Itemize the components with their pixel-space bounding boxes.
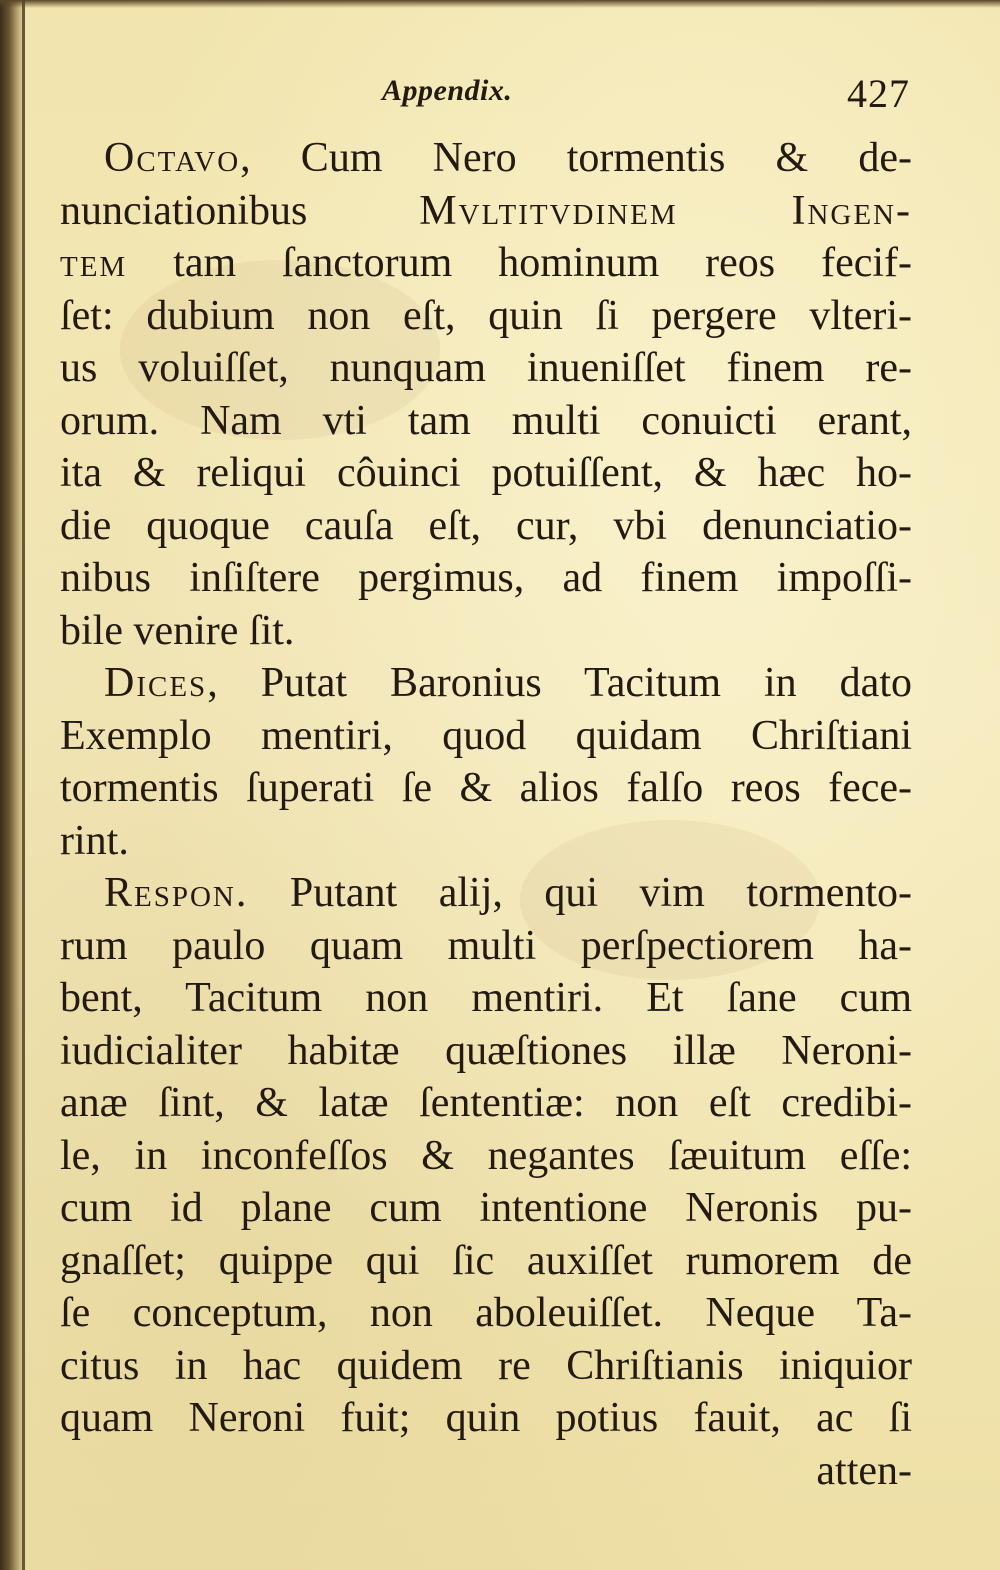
text-line: le, in inconfeſſos & negantes ſæuitum eſſe:: [60, 1132, 912, 1179]
text-line: ſe conceptum, non aboleuiſſet. Neque Ta-: [60, 1290, 912, 1336]
text-line-rest: , Putat Baronius Tacitum in dato: [207, 660, 912, 706]
text-line-rest: , Cum Nero tormentis & de-: [240, 135, 912, 181]
text-line: rum paulo quam multi perſpectiorem ha-: [60, 922, 912, 969]
section-opening-word: Octavo: [104, 135, 241, 181]
text-line: [60, 185, 912, 238]
text-line: [60, 657, 912, 710]
text-line: citus in hac quidem re Chriſtianis iniquior: [60, 1342, 912, 1389]
text-line: us voluiſſet, nunquam inueniſſet finem re-: [60, 345, 912, 391]
text-line-rest: tam ſanctorum hominum reos fecif-: [127, 240, 912, 286]
text-line-rest: Putant alij, qui vim tormento-: [248, 870, 912, 916]
text-line: iudicialiter habitæ quæſtiones illæ Neroni-: [60, 1027, 912, 1074]
text-line: die quoque cauſa eſt, cur, vbi denunciatio-: [60, 502, 912, 549]
text-line: bent, Tacitum non mentiri. Et ſane cum: [60, 975, 912, 1021]
text-line: [60, 132, 912, 185]
text-line: anæ ſint, & latæ ſententiæ: non eſt credibi-: [60, 1080, 912, 1126]
catchword-row: [60, 1445, 912, 1498]
emphasized-phrase: tem: [60, 240, 128, 286]
section-opening-word: Respon.: [104, 870, 249, 916]
body-text: [60, 132, 912, 1497]
text-line: Exemplo mentiri, quod quidam Chriſtiani: [60, 712, 912, 759]
top-page-edge: [0, 0, 1000, 8]
emphasized-phrase: Mvltitvdinem Ingen-: [419, 187, 912, 234]
text-line: ita & reliqui côuinci potuiſſent, & hæc ho-: [60, 450, 912, 496]
text-line: tormentis ſuperati ſe & alios falſo reos fece-: [60, 765, 912, 811]
text-line: gnaſſet; quippe qui ſic auxiſſet rumorem de: [60, 1237, 912, 1284]
text-line: quam Neroni fuit; quin potius fauit, ac ſi: [60, 1395, 912, 1441]
page-number: 427: [847, 71, 910, 116]
page-header: [60, 70, 910, 120]
catchword: atten-: [816, 1447, 912, 1494]
text-line: bile venire ſit.: [60, 607, 295, 654]
text-line: ſet: dubium non eſt, quin ſi pergere vlteri-: [60, 292, 912, 339]
text-line: nibus inſiſtere pergimus, ad finem impoſſi-: [60, 555, 912, 601]
text-line: [60, 237, 912, 290]
section-opening-word: Dices: [104, 660, 208, 706]
text-line: rint.: [60, 817, 129, 864]
text-line: cum id plane cum intentione Neronis pu-: [60, 1185, 912, 1231]
text-line: orum. Nam vti tam multi conuicti erant,: [60, 397, 912, 444]
binding-rule: [22, 0, 25, 1570]
text-line: [60, 867, 912, 920]
text-line-start: nunciationibus: [60, 187, 420, 234]
running-head: Appendix.: [382, 74, 513, 107]
